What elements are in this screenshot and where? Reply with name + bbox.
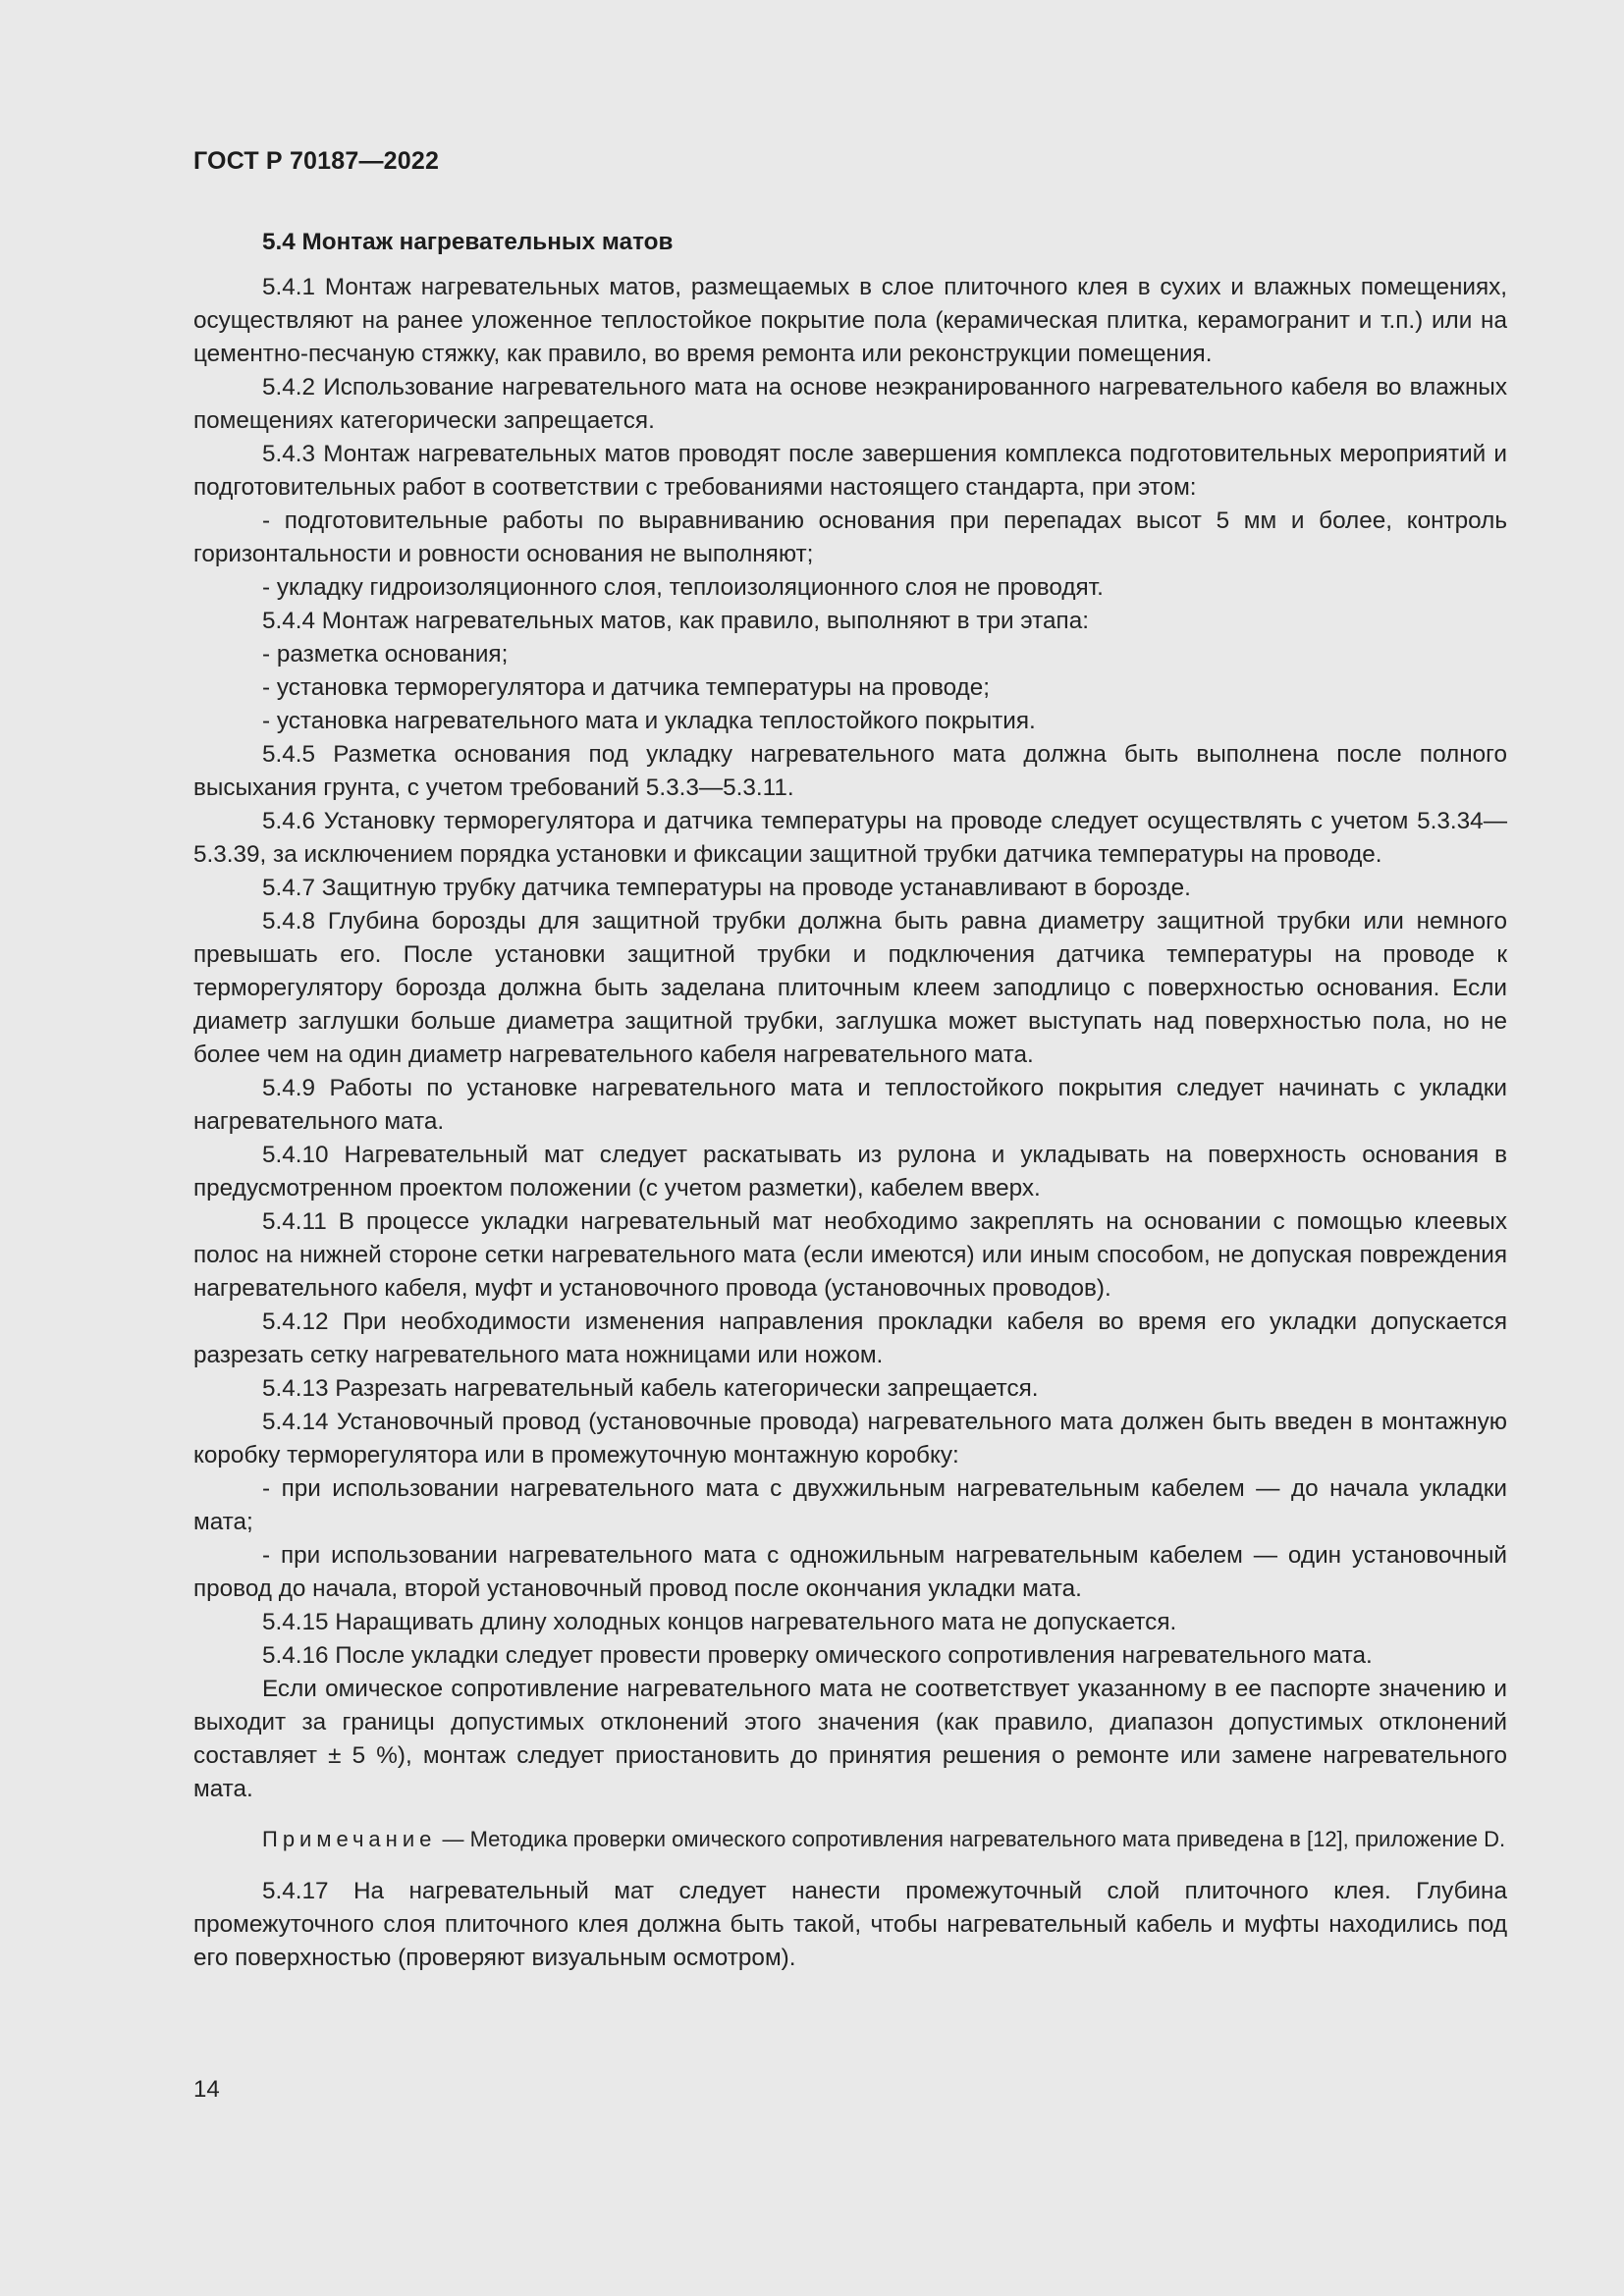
section-heading: 5.4 Монтаж нагревательных матов [262,229,674,255]
paragraph-5-4-1: 5.4.1 Монтаж нагревательных матов, размещаемых в слое плиточного клея в сухих и влажных помещениях, осуществляют на ранее уложенное теплостойкое покрытие пола (керамическая плитка, керамогранит и т.п.) или на цементно-песчаную стяжку, как правило, во время ремонта или реконструкции помещения. [193,274,1507,367]
list-item: - при использовании нагревательного мата с двухжильным нагревательным кабелем — до начала укладки мата; [193,1475,1507,1535]
paragraph-5-4-17: 5.4.17 На нагревательный мат следует нанести промежуточный слой плиточного клея. Глубина промежуточного слоя плиточного клея должна быть такой, чтобы нагревательный кабель и муфты находились под его поверхностью (проверяют визуальным осмотром). [193,1878,1507,1971]
paragraph-5-4-4: 5.4.4 Монтаж нагревательных матов, как правило, выполняют в три этапа: [262,608,1089,634]
note-text: — Методика проверки омического сопротивления нагревательного мата приведена в [12], приложение D. [436,1827,1506,1851]
paragraph-5-4-8: 5.4.8 Глубина борозды для защитной трубки должна быть равна диаметру защитной трубки или немного превышать его. После установки защитной трубки и подключения датчика температуры на проводе к терморегулятору борозда должна быть заделана плиточным клеем заподлицо с поверхностью основания. Если диаметр заглушки больше диаметра защитной трубки, заглушка может выступать над поверхностью пола, но не более чем на один диаметр нагревательного кабеля нагревательного мата. [193,908,1507,1068]
paragraph-5-4-14: 5.4.14 Установочный провод (установочные провода) нагревательного мата должен быть введен в монтажную коробку терморегулятора или в промежуточную монтажную коробку: [193,1409,1507,1468]
paragraph-5-4-13: 5.4.13 Разрезать нагревательный кабель категорически запрещается. [262,1375,1039,1402]
paragraph-5-4-3: 5.4.3 Монтаж нагревательных матов проводят после завершения комплекса подготовительных мероприятий и подготовительных работ в соответствии с требованиями настоящего стандарта, при этом: [193,441,1507,501]
document-standard-code: ГОСТ Р 70187—2022 [193,147,440,175]
page-number: 14 [193,2076,220,2103]
paragraph-5-4-10: 5.4.10 Нагревательный мат следует раскатывать из рулона и укладывать на поверхность основания в предусмотренном проектом положении (с учетом разметки), кабелем вверх. [193,1142,1507,1201]
paragraph-5-4-11: 5.4.11 В процессе укладки нагревательный мат необходимо закреплять на основании с помощью клеевых полос на нижней стороне сетки нагревательного мата (если имеются) или иным способом, не допуская повреждения нагревательного кабеля, муфт и установочного провода (установочных проводов). [193,1208,1507,1302]
list-item: - установка терморегулятора и датчика температуры на проводе; [262,674,990,701]
paragraph-5-4-16: 5.4.16 После укладки следует провести проверку омического сопротивления нагревательного мата. [262,1642,1373,1669]
list-item: - подготовительные работы по выравниванию основания при перепадах высот 5 мм и более, контроль горизонтальности и ровности основания не выполняют; [193,507,1507,567]
paragraph-5-4-2: 5.4.2 Использование нагревательного мата на основе неэкранированного нагревательного кабеля во влажных помещениях категорически запрещается. [193,374,1507,434]
note [193,1824,1507,1855]
paragraph-5-4-12: 5.4.12 При необходимости изменения направления прокладки кабеля во время его укладки допускается разрезать сетку нагревательного мата ножницами или ножом. [193,1308,1507,1368]
paragraph-5-4-9: 5.4.9 Работы по установке нагревательного мата и теплостойкого покрытия следует начинать с укладки нагревательного мата. [193,1075,1507,1135]
list-item: - при использовании нагревательного мата с одножильным нагревательным кабелем — один установочный провод до начала, второй установочный провод после окончания укладки мата. [193,1542,1507,1602]
paragraph-5-4-7: 5.4.7 Защитную трубку датчика температуры на проводе устанавливают в борозде. [262,875,1191,901]
list-item: - разметка основания; [262,641,509,667]
list-item: - укладку гидроизоляционного слоя, теплоизоляционного слоя не проводят. [262,574,1104,601]
paragraph-5-4-6: 5.4.6 Установку терморегулятора и датчика температуры на проводе следует осуществлять с учетом 5.3.34—5.3.39, за исключением порядка установки и фиксации защитной трубки датчика температуры на проводе. [193,808,1507,868]
note-label: Примечание [262,1827,437,1851]
paragraph-5-4-15: 5.4.15 Наращивать длину холодных концов нагревательного мата не допускается. [262,1609,1177,1635]
paragraph-5-4-16-continuation: Если омическое сопротивление нагревательного мата не соответствует указанному в ее паспорте значению и выходит за границы допустимых отклонений этого значения (как правило, диапазон допустимых отклонений составляет ± 5 %), монтаж следует приостановить до принятия решения о ремонте или замене нагревательного мата. [193,1676,1507,1802]
list-item: - установка нагревательного мата и укладка теплостойкого покрытия. [262,708,1036,734]
document-body [193,226,1507,1975]
paragraph-5-4-5: 5.4.5 Разметка основания под укладку нагревательного мата должна быть выполнена после полного высыхания грунта, с учетом требований 5.3.3—5.3.11. [193,741,1507,801]
